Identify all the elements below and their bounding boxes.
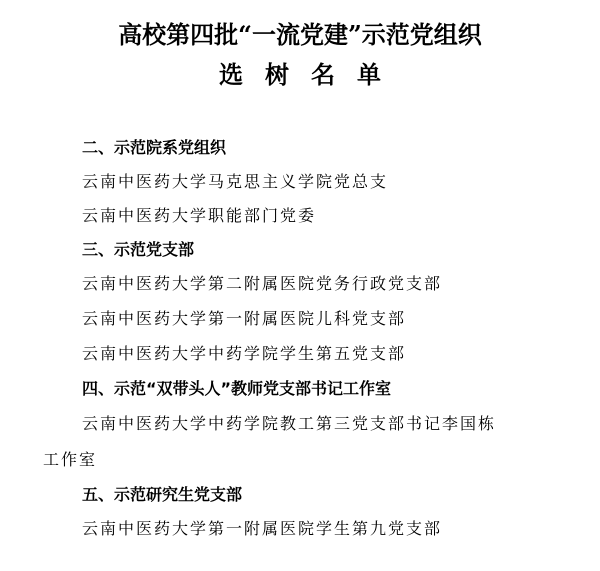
list-item: 云南中医药大学中药学院教工第三党支部书记李国栋 — [82, 414, 497, 433]
section-heading: 五、示范研究生党支部 — [82, 485, 243, 504]
section-heading: 三、示范党支部 — [82, 240, 195, 259]
list-item: 云南中医药大学第一附属医院儿科党支部 — [82, 309, 407, 328]
list-item: 云南中医药大学马克思主义学院党总支 — [82, 172, 389, 191]
section-heading: 四、示范“双带头人”教师党支部书记工作室 — [82, 379, 392, 398]
list-item: 云南中医药大学第一附属医院学生第九党支部 — [82, 519, 443, 538]
document-title: 高校第四批“一流党建”示范党组织 — [118, 20, 482, 49]
list-item: 云南中医药大学第二附属医院党务行政党支部 — [82, 274, 443, 293]
section-heading: 二、示范院系党组织 — [82, 138, 227, 157]
list-item: 云南中医药大学职能部门党委 — [82, 206, 317, 225]
list-item: 云南中医药大学中药学院学生第五党支部 — [82, 344, 407, 363]
list-item-continuation: 工作室 — [43, 450, 98, 469]
document-subtitle: 选树名单 — [219, 60, 403, 89]
